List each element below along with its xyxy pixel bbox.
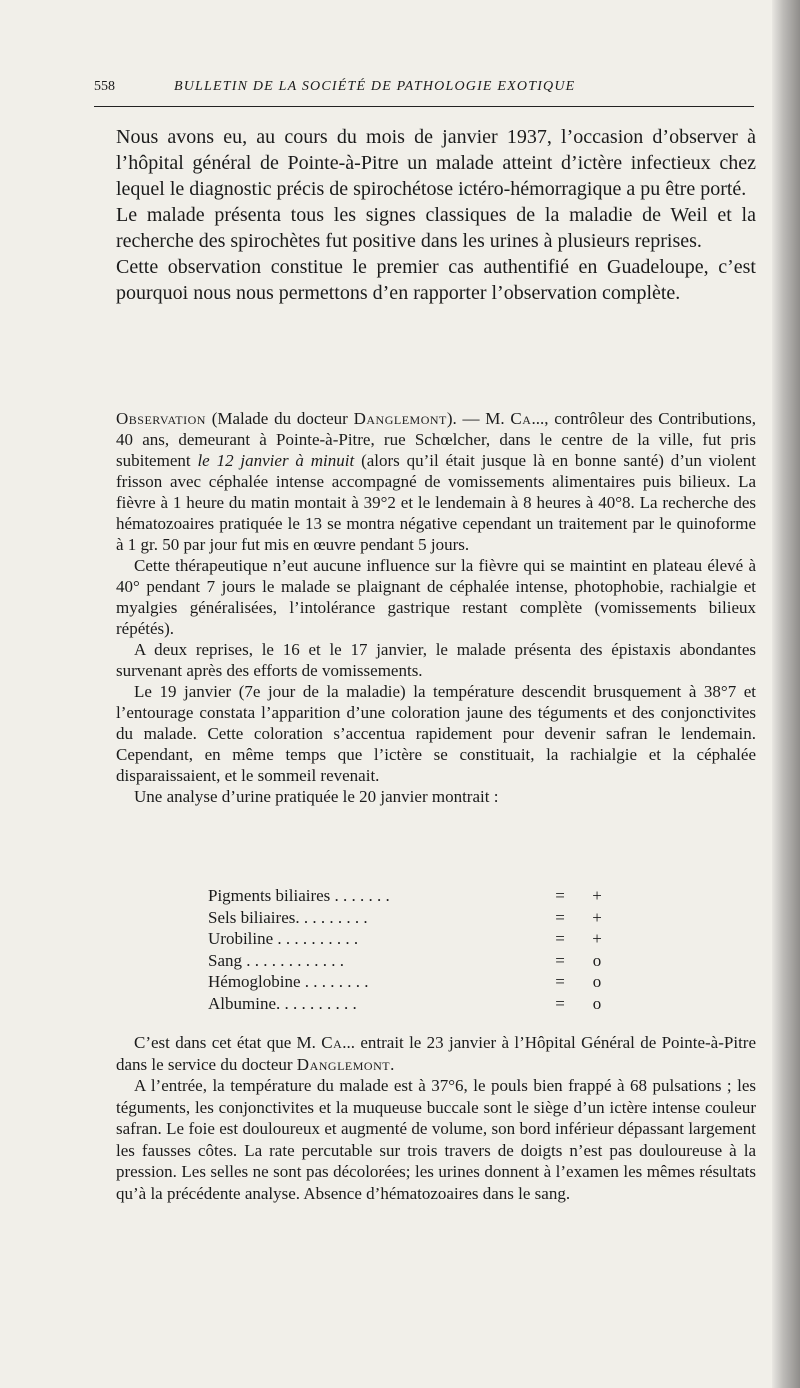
intro-paragraph: Le malade présenta tous les signes classiques de la maladie de Weil et la recherche des spirochètes fut positive dans les urines à plusieurs reprises. xyxy=(116,204,756,252)
admission-paragraph: A l’entrée, la température du malade est à 37°6, le pouls bien frappé à 68 pulsations ; les téguments, les conjonctivites et la muqueuse buccale sont le siège d’un ictère intense couleur safran. Le foie est douloureux et augmenté de volume, son bord inférieur dépassant largement les fausses côtes. La rate percutable sur trois travers de doigts n’est pas douloureuse à la pression. Les selles ne sont pas décolorées; les urines donnent à l’examen les mêmes résultats qu’à la précédente analyse. Absence d’hématozoaires dans le sang. xyxy=(116,1076,756,1203)
admission-paragraph xyxy=(116,1032,756,1075)
analysis-value: o xyxy=(592,993,602,1013)
analysis-name: Sels biliaires. . . . . . . . . xyxy=(208,907,368,927)
intro-paragraph: Nous avons eu, au cours du mois de janvier 1937, l’occasion d’observer à l’hôpital général de Pointe-à-Pitre un malade atteint d’ictère infectieux chez lequel le diagnostic précis de spirochétose ictéro-hémorragique a pu être porté. xyxy=(116,126,756,200)
admission-section xyxy=(116,1032,756,1204)
observation-open: (Malade du docteur xyxy=(205,409,354,428)
analysis-equals: = xyxy=(555,929,565,948)
page-edge-shadow xyxy=(772,0,800,1388)
journal-title: BULLETIN DE LA SOCIÉTÉ DE PATHOLOGIE EXOTIQUE xyxy=(174,79,576,94)
header-rule xyxy=(94,106,754,107)
observation-text: (alors qu’il était jusque là en bonne santé) d’un violent frisson avec céphalée intense accompagné de vomissements alimentaires puis bilieux. La fièvre à 1 heure du matin montait à 39°2 et le lendemain à 8 heures à 40°8. La recherche des hématozoaires pratiquée le 13 se montra négative cependant un traitement par le quinoforme à 1 gr. 50 par jour fut mis en œuvre pendant 5 jours. xyxy=(116,451,756,554)
analysis-equals: = xyxy=(555,993,565,1013)
analysis-name: Urobiline . . . . . . . . . . xyxy=(208,929,359,948)
running-header xyxy=(94,79,754,103)
intro-paragraph: Cette observation constitue le premier cas authentifié en Guadeloupe, c’est pourquoi nous nous permettons d’en rapporter l’observation complète. xyxy=(116,256,756,304)
analysis-value: o xyxy=(592,950,602,970)
table-row xyxy=(208,971,628,993)
table-row xyxy=(208,950,628,972)
table-row xyxy=(208,928,628,950)
analysis-value: + xyxy=(592,907,602,927)
analysis-equals: = xyxy=(555,907,565,927)
analysis-equals: = xyxy=(555,972,565,991)
observation-text: ..., contrôleur des Contributions, 40 ans, demeurant à Pointe-à-Pitre, rue Schœlcher, dans le centre de la ville, fut pris subitement xyxy=(116,409,756,470)
analysis-equals: = xyxy=(555,950,565,970)
observation-paragraph xyxy=(116,408,756,555)
doctor-name: Danglemont xyxy=(296,1054,391,1074)
table-row xyxy=(208,907,628,929)
observation-dash: ). — M. xyxy=(446,409,511,428)
table-row xyxy=(208,885,628,907)
observation-paragraph: A deux reprises, le 16 et le 17 janvier, le malade présenta des épistaxis abondantes survenant après des efforts de vomissements. xyxy=(116,640,756,680)
observation-section xyxy=(116,408,756,807)
onset-date: le 12 janvier à minuit xyxy=(197,451,355,470)
patient-name: Ca xyxy=(510,409,532,428)
introduction xyxy=(116,124,756,306)
table-row xyxy=(208,993,628,1015)
patient-name: Ca xyxy=(321,1033,343,1052)
observation-label: Observation xyxy=(116,409,206,428)
admission-text: ... entrait le 23 janvier à l’Hôpital Général de Pointe-à-Pitre dans le service du docteur xyxy=(116,1033,756,1074)
observation-paragraph: Cette thérapeutique n’eut aucune influence sur la fièvre qui se maintint en plateau élevé à 40° pendant 7 jours le malade se plaignant de céphalée intense, photophobie, rachialgie et myalgies généralisées, l’intolérance gastrique restant complète (vomissements bilieux répétés). xyxy=(116,556,756,638)
admission-text: C’est dans cet état que M. xyxy=(134,1033,322,1052)
observation-paragraph: Le 19 janvier (7e jour de la maladie) la température descendit brusquement à 38°7 et l’entourage constata l’apparition d’une coloration jaune des téguments et des conjonctivites du malade. Cette coloration s’accentua rapidement pour devenir safran le lendemain. Cependant, en même temps que l’ictère se constituait, la rachialgie et la céphalée disparaissaient, et le sommeil revenait. xyxy=(116,682,756,785)
analysis-value: + xyxy=(592,886,602,905)
doctor-name: Danglemont xyxy=(353,409,447,428)
analysis-name: Albumine. . . . . . . . . . xyxy=(208,993,357,1013)
analysis-name: Hémoglobine . . . . . . . . xyxy=(208,972,369,991)
page-number: 558 xyxy=(94,79,115,94)
observation-paragraph: Une analyse d’urine pratiquée le 20 janvier montrait : xyxy=(134,787,499,806)
admission-text: . xyxy=(390,1054,395,1074)
analysis-equals: = xyxy=(555,886,565,905)
analysis-name: Pigments biliaires . . . . . . . xyxy=(208,886,390,905)
analysis-value: + xyxy=(592,929,602,948)
analysis-name: Sang . . . . . . . . . . . . xyxy=(208,950,344,970)
urine-analysis-table xyxy=(208,885,628,1014)
analysis-value: o xyxy=(592,972,602,991)
